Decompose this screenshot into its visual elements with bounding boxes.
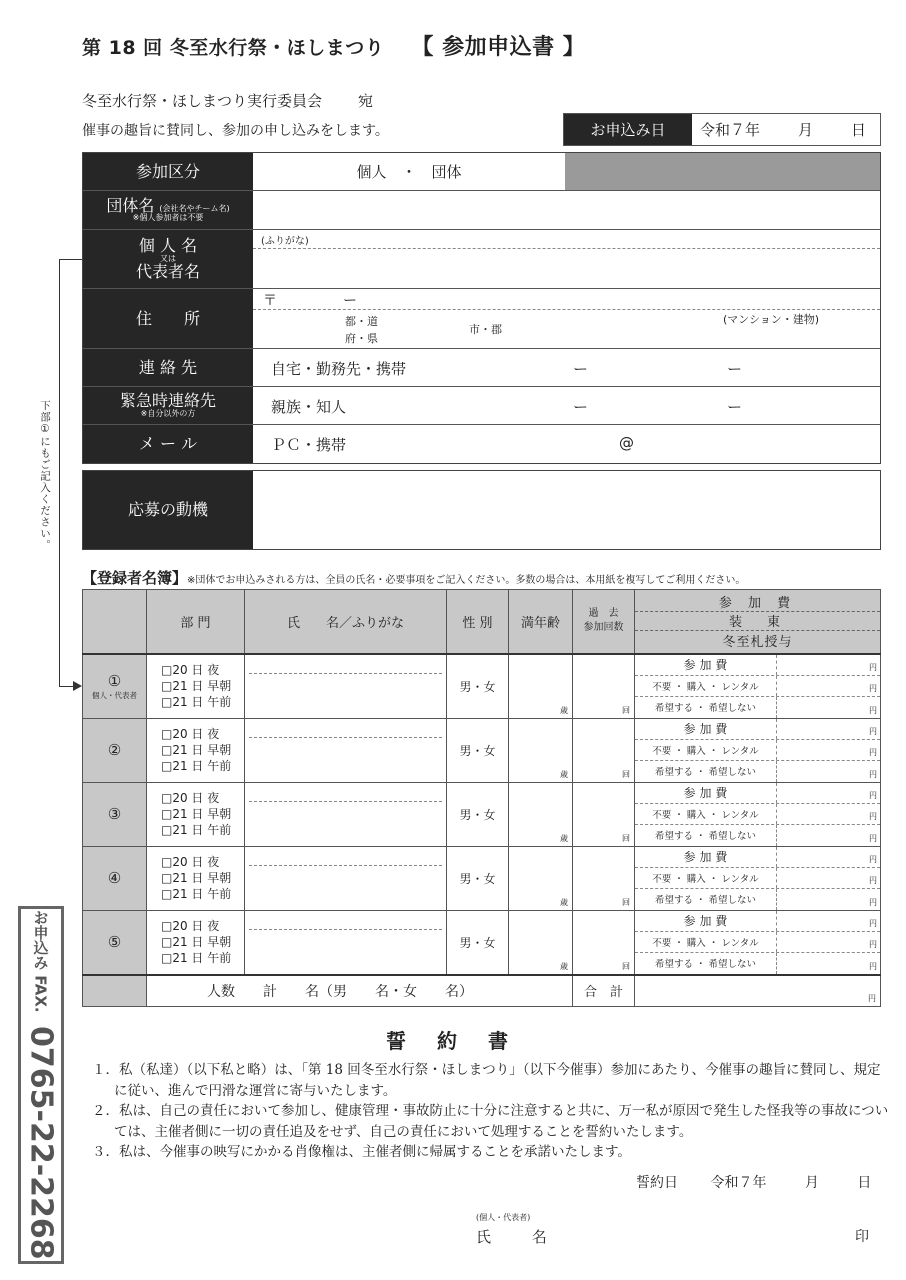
contact-field[interactable]: 自宅・勤務先・携帯 ー ー bbox=[271, 360, 743, 378]
dept-option[interactable]: □21 日 早朝 bbox=[161, 807, 232, 821]
name-field[interactable] bbox=[245, 782, 447, 846]
past-count-field[interactable]: 回 bbox=[573, 654, 635, 719]
address-row bbox=[83, 289, 880, 349]
registry-header bbox=[83, 590, 881, 654]
fax-label: お申込み FAX. bbox=[31, 910, 50, 1013]
fee-label: 参 加 費 bbox=[635, 783, 777, 803]
category-field[interactable]: 個人 ・ 団体 bbox=[356, 163, 462, 181]
emergency-label: 緊急時連絡先 ※自分以外の方 bbox=[83, 387, 253, 424]
costume-options[interactable]: 不要 ・ 購入 ・ レンタル bbox=[635, 932, 777, 952]
person-label: 個 人 名 又は 代表者名 bbox=[83, 230, 253, 288]
costume-amount-field[interactable]: 円 bbox=[869, 875, 877, 885]
pledge-item: １．私（私達）（以下私と略）は、「第 18 回冬至水行祭・ほしまつり」（以下今催事）参加にあたり、今催事の趣旨に賛同し、規定に従い、進んで円滑な運営に寄与いたします。 bbox=[92, 1062, 881, 1099]
emergency-row bbox=[83, 387, 880, 425]
emergency-field[interactable]: 親族・知人 ー ー bbox=[271, 398, 743, 416]
arrow-icon bbox=[73, 681, 82, 691]
header-fees: 参 加 費 装 東 冬至札授与 bbox=[635, 590, 881, 654]
past-count-field[interactable]: 回 bbox=[573, 910, 635, 975]
group-label: 団体名 (会社名やチーム名) ※個人参加者は不要 bbox=[83, 191, 253, 229]
total-label: 合 計 bbox=[573, 975, 635, 1007]
past-count-field[interactable]: 回 bbox=[573, 846, 635, 910]
pledge-text bbox=[92, 1060, 892, 1163]
fee-cell bbox=[635, 910, 881, 975]
furigana-label: (ふりがな) bbox=[261, 236, 309, 247]
costume-amount-field[interactable]: 円 bbox=[869, 747, 877, 757]
tag-options[interactable]: 希望する ・ 希望しない bbox=[635, 953, 777, 974]
tag-options[interactable]: 希望する ・ 希望しない bbox=[635, 825, 777, 846]
fee-amount-field[interactable]: 円 bbox=[869, 726, 877, 736]
pledge-item: ３．私は、今催事の映写にかかる肖像権は、主催者側に帰属することを承諾いたします。 bbox=[92, 1144, 631, 1160]
row-number: ② bbox=[83, 718, 147, 782]
registry-title: 【登録者名簿】※団体でお申込みされる方は、全員の氏名・必要事項をご記入ください。多数の場合は、本用紙を複写してご利用ください。 bbox=[82, 569, 746, 587]
motive-row bbox=[82, 470, 881, 550]
registry-row bbox=[83, 654, 881, 719]
name-field[interactable] bbox=[245, 846, 447, 910]
past-count-field[interactable]: 回 bbox=[573, 718, 635, 782]
header-dept: 部 門 bbox=[147, 590, 245, 654]
gray-cell bbox=[565, 153, 880, 190]
costume-amount-field[interactable]: 円 bbox=[869, 939, 877, 949]
dept-option[interactable]: □20 日 夜 bbox=[161, 855, 220, 869]
contact-label: 連 絡 先 bbox=[83, 349, 253, 386]
dept-option[interactable]: □20 日 夜 bbox=[161, 727, 220, 741]
registry-row bbox=[83, 846, 881, 910]
tag-amount-field[interactable]: 円 bbox=[869, 705, 877, 715]
group-name-field[interactable] bbox=[253, 191, 880, 229]
costume-amount-field[interactable]: 円 bbox=[869, 683, 877, 693]
costume-options[interactable]: 不要 ・ 購入 ・ レンタル bbox=[635, 868, 777, 888]
costume-options[interactable]: 不要 ・ 購入 ・ レンタル bbox=[635, 740, 777, 760]
total-row bbox=[83, 975, 881, 1007]
header-name: 氏 名／ふりがな bbox=[245, 590, 447, 654]
fee-label: 参 加 費 bbox=[635, 847, 777, 867]
fax-number: 0765-22-2268 bbox=[23, 1026, 59, 1260]
tag-amount-field[interactable]: 円 bbox=[869, 833, 877, 843]
dept-checkboxes[interactable] bbox=[147, 782, 245, 846]
email-label: メ ー ル bbox=[83, 425, 253, 463]
age-field[interactable]: 歳 bbox=[509, 910, 573, 975]
costume-amount-field[interactable]: 円 bbox=[869, 811, 877, 821]
dept-option[interactable]: □21 日 午前 bbox=[161, 823, 232, 837]
category-label: 参加区分 bbox=[83, 153, 253, 190]
past-count-field[interactable]: 回 bbox=[573, 782, 635, 846]
arrow-line bbox=[59, 259, 60, 686]
address-field[interactable]: 〒 ー 都・道 府・県 市・郡 (マンション・建物) bbox=[253, 289, 880, 348]
pledge-title: 誓 約 書 bbox=[386, 1029, 520, 1053]
pledge-name-field[interactable]: 氏 名 bbox=[476, 1228, 565, 1246]
fax-box bbox=[18, 906, 64, 1264]
sex-field[interactable]: 男・女 bbox=[447, 846, 509, 910]
registry-row bbox=[83, 910, 881, 975]
age-field[interactable]: 歳 bbox=[509, 782, 573, 846]
age-field[interactable]: 歳 bbox=[509, 846, 573, 910]
costume-options[interactable]: 不要 ・ 購入 ・ レンタル bbox=[635, 804, 777, 824]
dept-checkboxes[interactable] bbox=[147, 846, 245, 910]
fee-amount-field[interactable]: 円 bbox=[869, 790, 877, 800]
costume-options[interactable]: 不要 ・ 購入 ・ レンタル bbox=[635, 676, 777, 696]
email-row bbox=[83, 425, 880, 463]
registry-row bbox=[83, 718, 881, 782]
intro-text: 催事の趣旨に賛同し、参加の申し込みをします。 bbox=[82, 123, 389, 139]
category-row bbox=[83, 153, 880, 191]
tag-amount-field[interactable]: 円 bbox=[869, 961, 877, 971]
dept-checkboxes[interactable] bbox=[147, 718, 245, 782]
tag-amount-field[interactable]: 円 bbox=[869, 769, 877, 779]
row-number: ① 個人・代表者 bbox=[83, 654, 147, 719]
name-field[interactable] bbox=[245, 910, 447, 975]
row-number: ③ bbox=[83, 782, 147, 846]
dept-option[interactable]: □21 日 午前 bbox=[161, 951, 232, 965]
registry-row bbox=[83, 782, 881, 846]
name-field[interactable] bbox=[245, 654, 447, 719]
header-age: 満年齢 bbox=[509, 590, 573, 654]
tag-options[interactable]: 希望する ・ 希望しない bbox=[635, 889, 777, 910]
seal-mark: 印 bbox=[855, 1229, 869, 1245]
row-number: ⑤ bbox=[83, 910, 147, 975]
age-field[interactable]: 歳 bbox=[509, 718, 573, 782]
name-field[interactable] bbox=[245, 718, 447, 782]
page-title bbox=[82, 30, 585, 61]
motive-label: 応募の動機 bbox=[83, 471, 253, 549]
total-people[interactable]: 人数 計 名（男 名・女 名） bbox=[147, 975, 573, 1007]
dept-option[interactable]: □21 日 午前 bbox=[161, 695, 232, 709]
fee-cell bbox=[635, 782, 881, 846]
dept-option[interactable]: □21 日 早朝 bbox=[161, 935, 232, 949]
dept-option[interactable]: □21 日 早朝 bbox=[161, 679, 232, 693]
motive-field[interactable] bbox=[253, 471, 880, 549]
form-title: 【 参加申込書 】 bbox=[411, 35, 586, 60]
dept-option[interactable]: □20 日 夜 bbox=[161, 919, 220, 933]
header-past: 過 去 参加回数 bbox=[573, 590, 635, 654]
sex-field[interactable]: 男・女 bbox=[447, 718, 509, 782]
application-date-field[interactable]: 令和７年 月 日 bbox=[700, 121, 867, 139]
row-number: ④ bbox=[83, 846, 147, 910]
dept-option[interactable]: □21 日 午前 bbox=[161, 759, 232, 773]
application-date-label: お申込み日 bbox=[564, 114, 692, 145]
pledge-name-sub: (個人・代表者) bbox=[476, 1213, 531, 1222]
application-date bbox=[563, 113, 881, 146]
dept-option[interactable]: □21 日 早朝 bbox=[161, 743, 232, 757]
fee-label: 参 加 費 bbox=[635, 911, 777, 931]
side-note: 下部①にもご記入ください。 bbox=[39, 400, 51, 551]
addressee: 冬至水行祭・ほしまつり実行委員会 宛 bbox=[82, 92, 374, 110]
tag-amount-field[interactable]: 円 bbox=[869, 897, 877, 907]
person-row bbox=[83, 230, 880, 289]
applicant-form bbox=[82, 152, 881, 464]
sex-field[interactable]: 男・女 bbox=[447, 782, 509, 846]
fee-cell bbox=[635, 718, 881, 782]
tag-options[interactable]: 希望する ・ 希望しない bbox=[635, 697, 777, 718]
address-label: 住 所 bbox=[83, 289, 253, 348]
dept-option[interactable]: □21 日 早朝 bbox=[161, 871, 232, 885]
dept-option[interactable]: □20 日 夜 bbox=[161, 663, 220, 677]
event-title: 第 18 回 冬至水行祭・ほしまつり bbox=[82, 37, 385, 59]
fee-cell bbox=[635, 654, 881, 719]
header-sex: 性 別 bbox=[447, 590, 509, 654]
group-row bbox=[83, 191, 880, 230]
email-field[interactable]: ＰＣ・携帯 @ bbox=[271, 434, 634, 454]
pledge-item: ２．私は、自己の責任において参加し、健康管理・事故防止に十分に注意すると共に、万一私が原因で発生した怪我等の事故については、主催者側に一切の責任追及をせず、自己の責任において処理することを誓約いたします。 bbox=[92, 1103, 889, 1140]
sex-field[interactable]: 男・女 bbox=[447, 910, 509, 975]
person-name-field[interactable] bbox=[253, 230, 880, 288]
fee-label: 参 加 費 bbox=[635, 655, 777, 675]
fee-cell bbox=[635, 846, 881, 910]
registry-table bbox=[82, 589, 881, 1007]
fee-label: 参 加 費 bbox=[635, 719, 777, 739]
dept-option[interactable]: □20 日 夜 bbox=[161, 791, 220, 805]
dept-checkboxes[interactable] bbox=[147, 910, 245, 975]
pledge-date[interactable]: 誓約日 令和７年 月 日 bbox=[636, 1175, 872, 1191]
dept-option[interactable]: □21 日 午前 bbox=[161, 887, 232, 901]
sex-field[interactable]: 男・女 bbox=[447, 654, 509, 719]
fee-amount-field[interactable]: 円 bbox=[869, 662, 877, 672]
fee-amount-field[interactable]: 円 bbox=[869, 918, 877, 928]
tag-options[interactable]: 希望する ・ 希望しない bbox=[635, 761, 777, 782]
dept-checkboxes[interactable] bbox=[147, 654, 245, 719]
contact-row bbox=[83, 349, 880, 387]
age-field[interactable]: 歳 bbox=[509, 654, 573, 719]
fee-amount-field[interactable]: 円 bbox=[869, 854, 877, 864]
total-amount-field[interactable]: 円 bbox=[635, 975, 881, 1007]
